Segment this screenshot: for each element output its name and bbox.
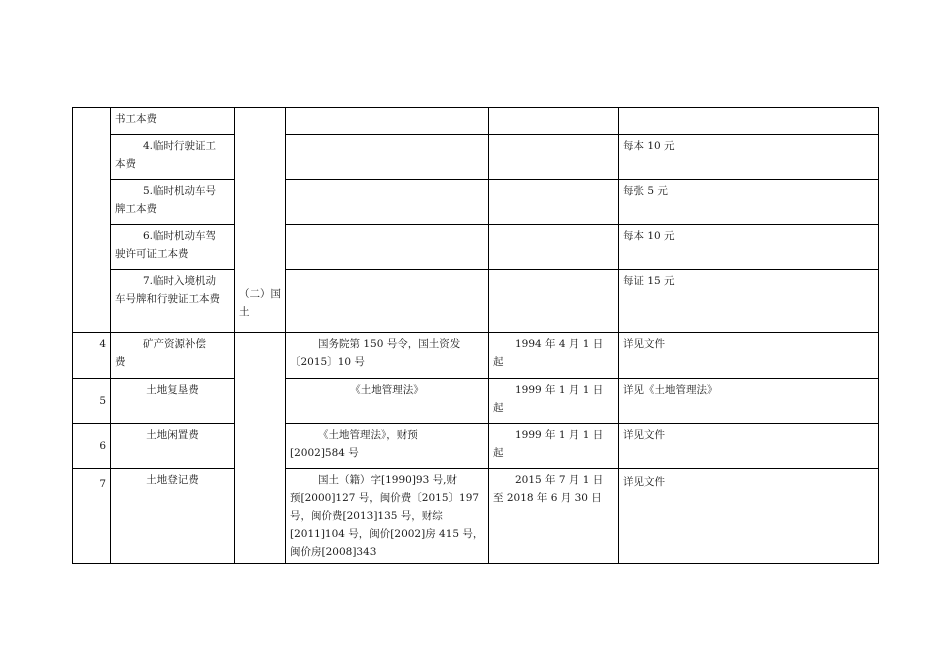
category-label: （二）国土 bbox=[239, 288, 281, 318]
basis-cell bbox=[286, 135, 489, 180]
item-name: 土地复垦费 bbox=[146, 384, 199, 396]
basis-cell bbox=[286, 469, 489, 564]
item-name-continued: 本费 bbox=[115, 158, 136, 170]
item-name-cell bbox=[111, 135, 235, 180]
standard-cell bbox=[619, 108, 879, 135]
table-row bbox=[73, 379, 879, 424]
row-number: 7 bbox=[73, 469, 111, 564]
effective-date-continued: 起 bbox=[493, 356, 504, 368]
item-name: 4.临时行驶证工 bbox=[143, 140, 217, 152]
table-row bbox=[73, 270, 879, 333]
item-name: 矿产资源补偿 bbox=[143, 338, 206, 350]
effective-date-continued: 起 bbox=[493, 402, 504, 414]
date-cell bbox=[489, 469, 619, 564]
row-number: 5 bbox=[73, 379, 111, 424]
basis-cell bbox=[286, 225, 489, 270]
table-row bbox=[73, 333, 879, 379]
category-cell bbox=[235, 288, 286, 564]
item-name-cell bbox=[111, 180, 235, 225]
item-name: 土地闲置费 bbox=[146, 429, 199, 441]
date-cell bbox=[489, 379, 619, 424]
item-name: 5.临时机动车号 bbox=[143, 185, 217, 197]
standard-cell: 详见文件 bbox=[619, 333, 879, 379]
table-row bbox=[73, 424, 879, 469]
basis-text: 《土地管理法》，财预 bbox=[318, 429, 418, 441]
standard-cell: 每本 10 元 bbox=[619, 225, 879, 270]
date-cell bbox=[489, 424, 619, 469]
item-name: 土地登记费 bbox=[146, 474, 199, 486]
fee-table bbox=[72, 107, 879, 564]
basis-text: 国土（籍）字[1990]93 号,财 bbox=[318, 474, 457, 486]
table-row bbox=[73, 135, 879, 180]
standard-cell: 详见《土地管理法》 bbox=[619, 379, 879, 424]
basis-cell bbox=[286, 108, 489, 135]
basis-cell bbox=[286, 180, 489, 225]
basis-cell bbox=[286, 270, 489, 333]
date-cell bbox=[489, 180, 619, 225]
date-cell bbox=[489, 333, 619, 379]
item-name-cell bbox=[111, 333, 235, 379]
item-name-cell bbox=[111, 469, 235, 564]
basis-text: 国务院第 150 号令，国土资发 bbox=[318, 338, 461, 350]
basis-text-continued: [2002]584 号 bbox=[290, 447, 359, 459]
item-name-cell bbox=[111, 424, 235, 469]
item-name-cell bbox=[111, 379, 235, 424]
basis-cell bbox=[286, 424, 489, 469]
date-cell bbox=[489, 225, 619, 270]
effective-date-continued: 至 2018 年 6 月 30 日 bbox=[493, 492, 602, 504]
basis-text: 《土地管理法》 bbox=[350, 384, 424, 396]
item-name-continued: 费 bbox=[115, 356, 126, 368]
item-name: 书工本费 bbox=[115, 113, 157, 125]
table-row bbox=[73, 108, 879, 135]
row-number: 4 bbox=[73, 333, 111, 379]
table-row bbox=[73, 225, 879, 270]
standard-cell: 每张 5 元 bbox=[619, 180, 879, 225]
table-row bbox=[73, 469, 879, 564]
item-name-continued: 牌工本费 bbox=[115, 203, 157, 215]
number-cell bbox=[73, 108, 111, 333]
item-name: 7.临时入境机动 bbox=[143, 275, 217, 287]
basis-cell bbox=[286, 379, 489, 424]
effective-date: 1999 年 1 月 1 日 bbox=[515, 384, 604, 396]
standard-cell: 详见文件 bbox=[619, 424, 879, 469]
item-name-cell bbox=[111, 108, 235, 135]
date-cell bbox=[489, 270, 619, 333]
item-name-continued: 驶许可证工本费 bbox=[115, 248, 189, 260]
standard-cell: 每证 15 元 bbox=[619, 270, 879, 333]
standard-cell: 每本 10 元 bbox=[619, 135, 879, 180]
effective-date-continued: 起 bbox=[493, 447, 504, 459]
standard-cell: 详见文件 bbox=[619, 469, 879, 564]
item-name-continued: 车号牌和行驶证工本费 bbox=[115, 293, 220, 305]
basis-cell bbox=[286, 333, 489, 379]
basis-text-continued: 预[2000]127 号，闽价费〔2015〕197 号，闽价费[2013]135 号，财综[2011]104 号，闽价[2002]房 415 号，闽价房[2008]343 bbox=[290, 492, 484, 558]
effective-date: 2015 年 7 月 1 日 bbox=[515, 474, 604, 486]
date-cell bbox=[489, 108, 619, 135]
date-cell bbox=[489, 135, 619, 180]
basis-text-continued: 〔2015〕10 号 bbox=[290, 356, 365, 368]
item-name-cell bbox=[111, 270, 235, 333]
item-name-cell bbox=[111, 225, 235, 270]
table-row bbox=[73, 180, 879, 225]
item-name: 6.临时机动车驾 bbox=[143, 230, 217, 242]
row-number: 6 bbox=[73, 424, 111, 469]
effective-date: 1994 年 4 月 1 日 bbox=[515, 338, 604, 350]
effective-date: 1999 年 1 月 1 日 bbox=[515, 429, 604, 441]
